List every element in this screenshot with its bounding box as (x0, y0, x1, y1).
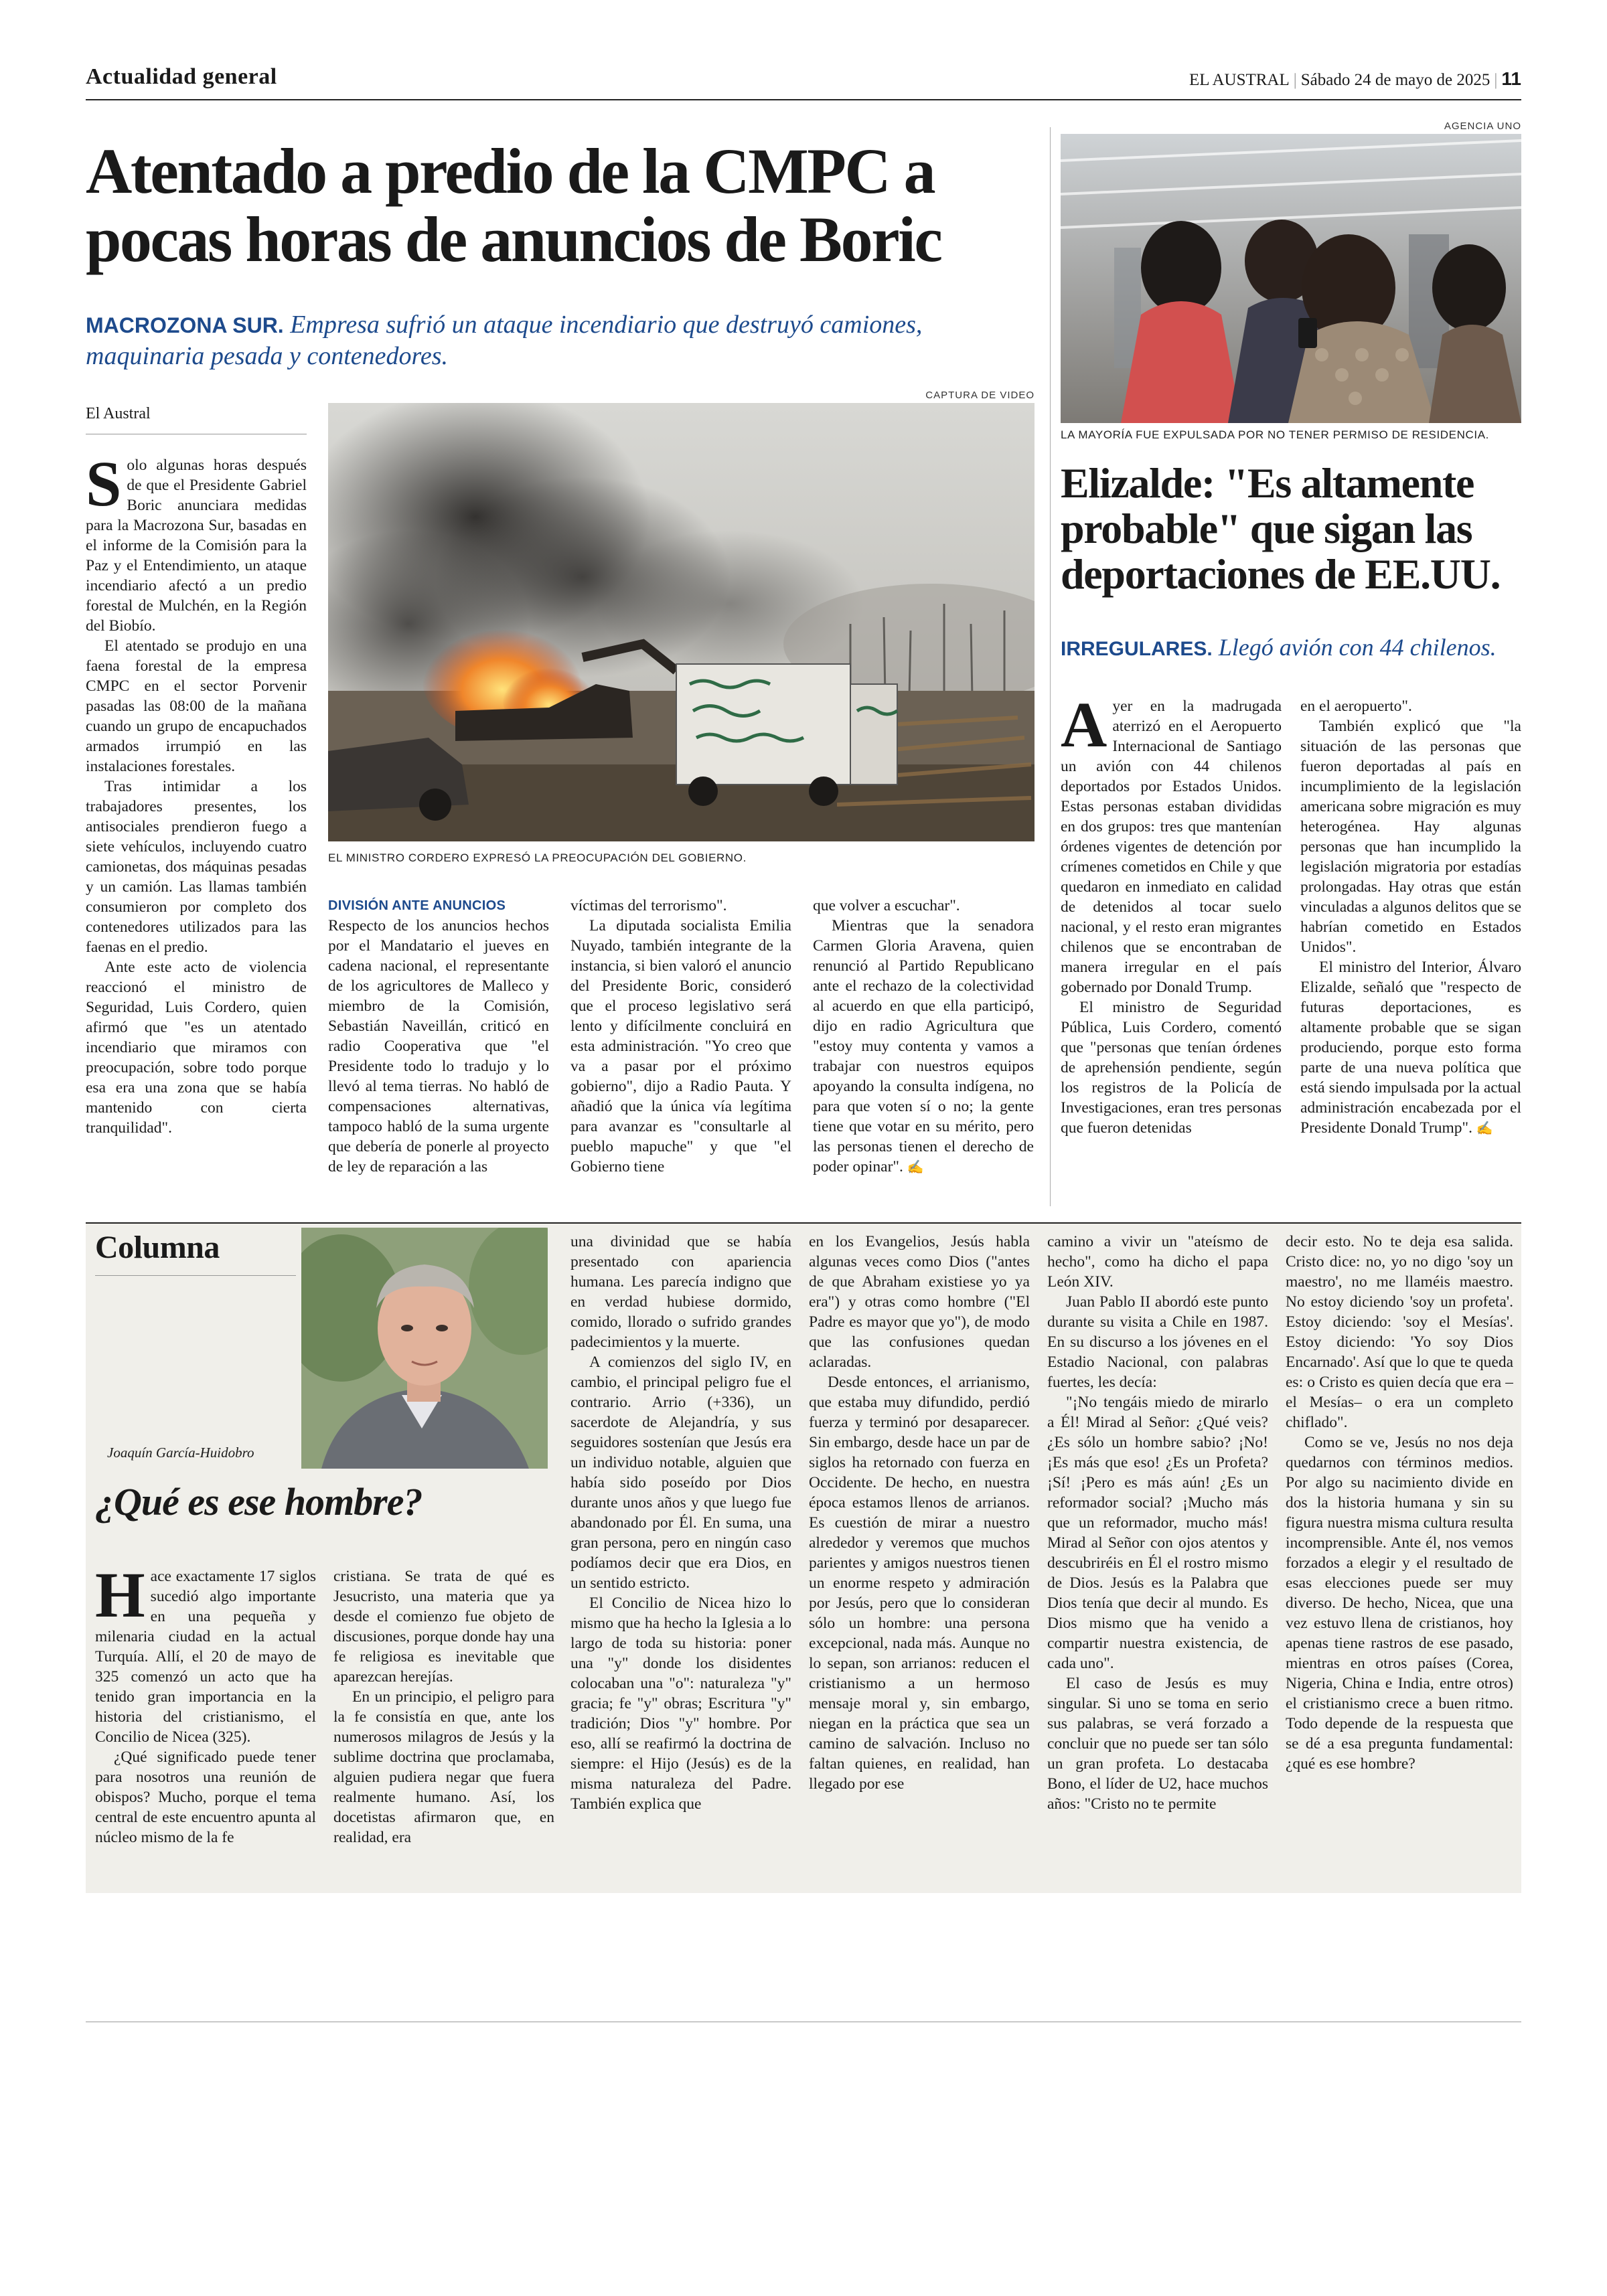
main-dek (86, 309, 1057, 372)
main-photo-credit: CAPTURA DE VIDEO (925, 390, 1035, 401)
column-col3: una divinidad que se había presentado con apariencia humana. Les parecía indigno que en verdad hubiese dormido, comido, llorado o sufrido grandes padecimientos y la muerte. A comienzos del siglo IV, en cambio, el principal peligro fue el contrario. Arrio (+336), un sacerdote de Alejandría, y sus seguidores sostenían que Jesús era un individuo notable, alguien que había sido poseído por Dios durante unos años y que luego fue abandonado por Él. En suma, una gran persona, pero en ningún caso podíamos decir que era Dios, en un sentido estricto. El Concilio de Nicea hizo lo mismo que ha hecho la Iglesia a lo largo de toda su historia: poner una "y" donde los disidentes colocaban una "o": naturaleza "y" gracia; fe "y" obras; Escritura "y" tradición; Dios "y" hombre. Por eso, allí se reafirmó la doctrina de siempre: el Hijo (Jesús) es de la misma naturaleza del Padre. También explica que (570, 1233, 791, 1813)
issue-date: Sábado 24 de mayo de 2025 (1300, 71, 1490, 89)
side-headline: Elizalde: "Es altamente probable" que sigan las deportaciones de EE.UU. (1061, 459, 1501, 598)
airport-scene-illustration (1061, 134, 1521, 423)
newspaper-name: EL AUSTRAL (1189, 71, 1290, 89)
main-dek-line1: Empresa sufrió un ataque incendiario que destruyó camiones, (290, 311, 923, 339)
side-dropcap: A (1061, 696, 1107, 760)
side-photo-caption: LA MAYORÍA FUE EXPULSADA POR NO TENER PERMISO DE RESIDENCIA. (1061, 428, 1489, 441)
byline: El Austral (86, 405, 151, 422)
main-dek-line2: maquinaria pesada y contenedores. (86, 342, 449, 370)
side-article-col2: en el aeropuerto". También explicó que "la situación de las personas que fueron deportadas al país en incumplimiento de la legislación americana sobre migración es muy heterogénea. Hay algunas personas que han incumplido la legislación migratoria por estadías prolongadas. Hay otras que están vinculadas a algunos delitos que se habrían cometido en Estados Unidos". El ministro del Interior, Álvaro Elizalde, señaló que "respecto de futuras deportaciones, es altamente probable que se sigan produciendo, porque esto forma parte de una nueva política que está siendo impulsada por la actual administración encabezada por el Presidente Donald Trump". ✍ (1300, 698, 1521, 1137)
section-title: Actualidad general (86, 64, 277, 89)
main-dropcap: S (86, 455, 122, 519)
column-label: Columna (95, 1230, 220, 1265)
side-photo-airport (1061, 134, 1521, 423)
main-article-col2: DIVISIÓN ANTE ANUNCIOS Respecto de los anuncios hechos por el Mandatario el jueves en cadena nacional, el representante de los agricultores de Malleco y miembro de la Comisión, Sebastián Naveillán, criticó en radio Cooperativa que "el Presidente todo lo tradujo y lo llevó al tema tierras. No habló de compensaciones alternativas, tampoco habló de la suma urgente que debería de ponerle al proyecto de ley de reparación a las (328, 896, 549, 1204)
column-col4: en los Evangelios, Jesús habla algunas veces como Dios ("antes de que Abraham existiese yo ya era") y otras como hombre ("El Padre es mayor que yo"), de modo que las confusiones quedan aclaradas. Desde entonces, el arrianismo, que estaba muy difundido, perdió fuerza y terminó por desaparecer. Sin embargo, desde hace un par de siglos ha retornado con fuerza en Occidente. De hecho, en nuestra época estamos llenos de arrianos. Es cuestión de mirar a nuestro alrededor y veremos que muchos parientes y amigos nuestros tienen un enorme respeto y admiración por Jesús, pero que lo consideran sólo un hombre: una persona excepcional, nada más. Aunque no lo sepan, son arrianos: reducen el cristianismo a un hermoso mensaje moral y, sin embargo, niegan en la práctica que sea un camino de salvación. Incluso no faltan quienes, en realidad, han llegado por ese (809, 1233, 1030, 1793)
column-label-rule (95, 1275, 296, 1276)
main-headline: Atentado a predio de la CMPC a pocas horas de anuncios de Boric (86, 135, 941, 275)
main-article-col3: víctimas del terrorismo". La diputada socialista Emilia Nuyado, también integrante de la instancia, si bien valoró el anuncio del Presidente Boric, consideró que el proceso legislativo será lento y difícilmente concluirá en esta administración. "Yo creo que va a pasar por el próximo gobierno", dijo a Radio Pauta. Y añadió que la única vía legítima para avanzar es "consultarle al pueblo mapuche" y que "el Gobierno tiene (570, 897, 791, 1175)
column-title: ¿Qué es ese hombre? (95, 1480, 423, 1524)
main-article-col4: que volver a escuchar". Mientras que la senadora Carmen Gloria Aravena, quien renunció al Partido Republicano ante el rechazo de la colectividad al acuerdo en que ella participó, dijo en radio Agricultura que "estoy muy contenta y vamos a trabajar con nuestros equipos apoyando la consulta indígena, no para que voten sí o no; la gente tiene que votar en su mérito, pero las personas tienen el derecho de poder opinar". ✍ (813, 897, 1034, 1175)
column-top-rule (86, 1222, 1521, 1224)
side-photo-credit: AGENCIA UNO (1444, 120, 1521, 132)
header-rule (86, 99, 1521, 100)
author-portrait (301, 1228, 548, 1469)
page-header-info: EL AUSTRAL | Sábado 24 de mayo de 2025 | 11 (1189, 68, 1521, 89)
main-photo-fire (328, 403, 1035, 841)
main-article-col1: Solo algunas horas después de que el Presidente Gabriel Boric anunciara medidas para la Macrozona Sur, basadas en el informe de la Comisión para la Paz y el Entendimiento, un ataque incendiario afectó a un predio forestal de Mulchén, en la Región del Biobío. El atentado se produjo en una faena forestal de la empresa CMPC en el sector Porvenir pasadas las 08:00 de la mañana cuando un grupo de encapuchados armados irrumpió en las instalaciones forestales. Tras intimidar a los trabajadores presentes, los antisociales prendieron fuego a siete vehículos, incluyendo cuatro camionetas, dos máquinas pesadas y un camión. Las llamas también consumieron por completo dos contenedores utilizados para las faenas en el predio. Ante este acto de violencia reaccionó el ministro de Seguridad, Luis Cordero, quien afirmó que "es un atentado incendiario que miramos con preocupación, sobre todo porque esa era una zona que se había mantenido con cierta tranquilidad". (86, 455, 307, 1137)
end-mark-icon: ✍ (1476, 1121, 1493, 1136)
side-article-col1: Ayer en la madrugada aterrizó en el Aeropuerto Internacional de Santiago un avión con 44 chilenos deportados por Estados Unidos. Estas personas estaban divididas en dos grupos: tres que mantenían órdenes vigentes de detención por crímenes cometidos en Chile y que quedaron en inmediato en calidad de detenidos al tocar suelo nacional, y el resto eran migrantes chilenos que se encontraban de manera irregular en el país gobernado por Donald Trump. El ministro de Seguridad Pública, Luis Cordero, comentó que "personas que tenían órdenes de aprehensión pendiente, según los registros de la Policía de Investigaciones, eran tres personas que fueron detenidas (1061, 696, 1282, 1137)
main-kicker: MACROZONA SUR. (86, 313, 284, 337)
main-subhead: DIVISIÓN ANTE ANUNCIOS (328, 898, 506, 913)
column-author: Joaquín García-Huidobro (107, 1445, 254, 1461)
page-number: 11 (1501, 68, 1521, 89)
author-portrait-illustration (301, 1228, 548, 1469)
fire-scene-illustration (328, 403, 1035, 841)
column-col5: camino a vivir un "ateísmo de hecho", como ha dicho el papa León XIV. Juan Pablo II abordó este punto durante su visita a Chile en 1987. En su discurso a los jóvenes en el Estadio Nacional, con palabras fuertes, les decía: "¡No tengáis miedo de mirarlo a Él! Mirad al Señor: ¿Qué veis? ¿Es sólo un hombre sabio? ¡No! ¡Es más que eso! ¿Es un Profeta? ¡Sí! ¡Pero es más aún! ¿Es un reformador social? ¡Mucho más que un reformador, mucho más! Mirad al Señor con ojos atentos y descubriréis en Él el rostro mismo de Dios. Jesús es la Palabra que Dios tenía que decir al mundo. Es Dios mismo que ha venido a compartir nuestra existencia, de cada uno". El caso de Jesús es muy singular. Si uno se toma en serio sus palabras, se verá forzado a concluir que no puede ser tan sólo un gran profeta. Lo destacaba Bono, el líder de U2, hace muchos años: "Cristo no te permite (1047, 1233, 1268, 1813)
side-dek: IRREGULARES. Llegó avión con 44 chilenos. (1061, 634, 1497, 661)
column-col2: cristiana. Se trata de qué es Jesucristo, una materia que ya desde el comienzo fue objeto de discusiones, porque donde hay una fe religiosa es inevitable que aparezcan herejías. En un principio, el peligro para la fe consistía en que, ante los numerosos milagros de Jesús y la sublime doctrina que proclamaba, alguien pudiera negar que fuera realmente humano. Así, los docetistas afirmaron que, en realidad, era (333, 1568, 554, 1846)
side-divider (1050, 127, 1051, 1206)
main-photo-caption: EL MINISTRO CORDERO EXPRESÓ LA PREOCUPACIÓN DEL GOBIERNO. (328, 851, 747, 864)
column-col1: Hace exactamente 17 siglos sucedió algo importante en una pequeña y milenaria ciudad en la actual Turquía. Allí, el 20 de mayo de 325 comenzó un acto que ha tenido gran importancia en la historia del cristianismo, el Concilio de Nicea (325). ¿Qué significado puede tener para nosotros una reunión de obispos? Mucho, porque el tema central de este encuentro apunta al núcleo mismo de la fe (95, 1566, 316, 1846)
column-col6: decir esto. No te deja esa salida. Cristo dice: no, yo no digo 'soy un maestro', no me llaméis maestro. No estoy diciendo 'soy un profeta'. Estoy diciendo: 'soy el Mesías'. Estoy diciendo: 'Yo soy Dios Encarnado'. Así que lo que te queda es: o Cristo es quien decía que era –el Mesías– o era un completo chiflado". Como se ve, Jesús no nos deja quedarnos con términos medios. Por algo su nacimiento divide en dos la historia humana y sin su figura nuestra misma cultura resulta incomprensible. Ante él, nos vemos forzados a elegir y el resultado de esas elecciones puede ser muy diverso. De hecho, Nicea, que una vez estuvo llena de cristianos, hoy apenas tiene rastros de ese pasado, mientras en otros países (Corea, Nigeria, China e India, entre otros) el cristianismo crece a buen ritmo. Todo depende de la respuesta que se dé a esa pregunta fundamental: ¿qué es ese hombre? (1286, 1233, 1513, 1773)
side-kicker: IRREGULARES. (1061, 638, 1213, 660)
end-mark-icon: ✍ (907, 1160, 924, 1175)
column-dropcap: H (95, 1566, 145, 1631)
